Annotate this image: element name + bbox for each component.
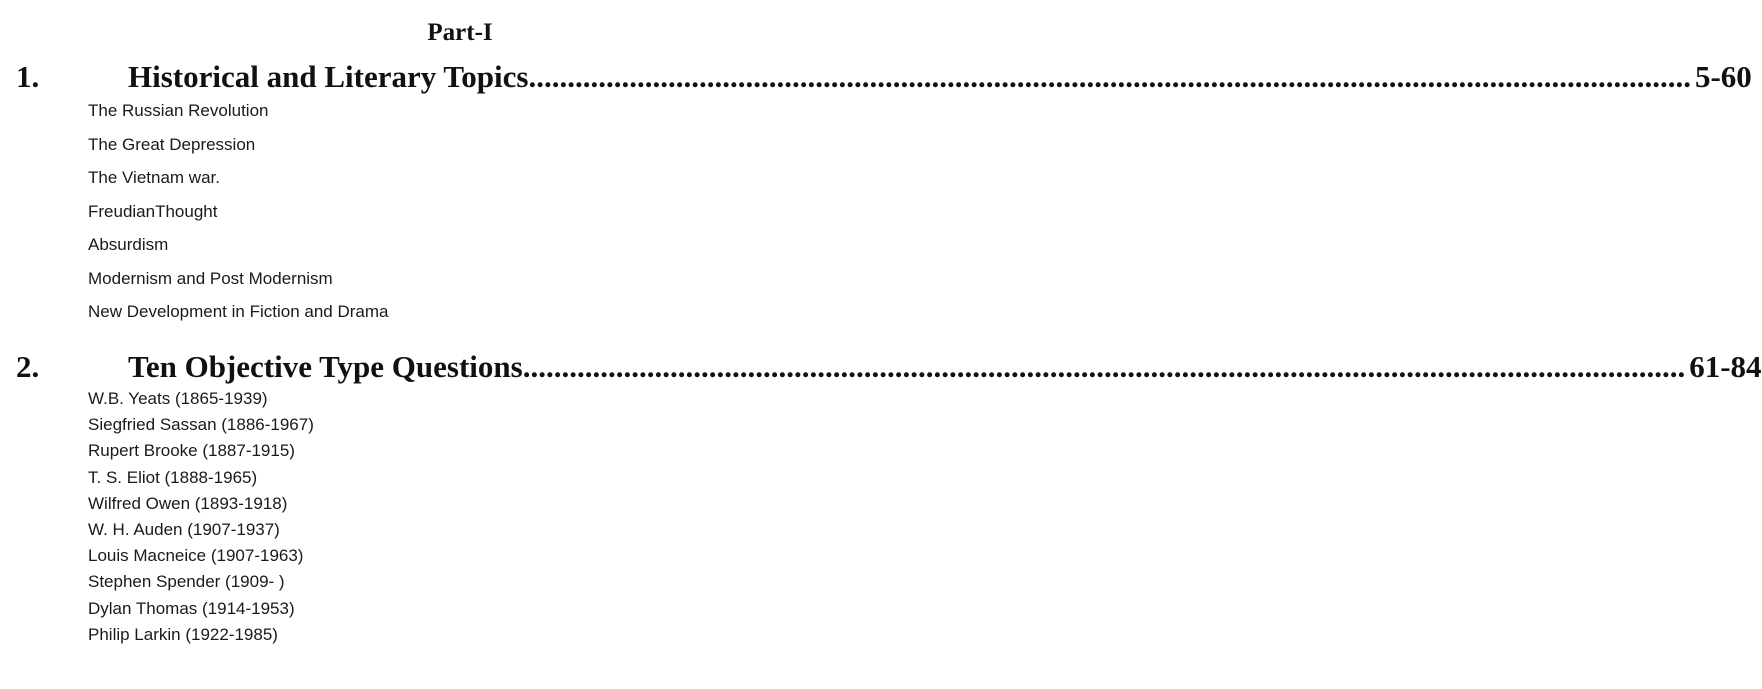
list-item: The Vietnam war.: [88, 168, 220, 187]
section-2-poet-list: [88, 386, 314, 648]
list-item: Absurdism: [88, 235, 169, 254]
section-1-topic-list: [88, 94, 388, 329]
list-item: Siegfried Sassan (1886-1967): [88, 415, 314, 435]
section-heading-1: [16, 58, 1752, 96]
list-item: W.B. Yeats (1865-1939): [88, 389, 268, 408]
page-range: 61-84: [1689, 349, 1762, 384]
section-title: Ten Objective Type Questions: [128, 349, 523, 384]
dot-leader: ......................................................................................................................................................: [528, 59, 1691, 94]
list-item: Louis Macneice (1907-1963): [88, 546, 304, 566]
list-item: W. H. Auden (1907-1937): [88, 519, 280, 539]
list-item: Stephen Spender (1909- ): [88, 572, 285, 592]
section-title: Historical and Literary Topics: [128, 59, 529, 94]
part-title: Part-I: [427, 19, 493, 46]
list-item: FreudianThought: [88, 201, 218, 221]
list-item: T. S. Eliot (1888-1965): [88, 467, 258, 487]
list-item: The Great Depression: [88, 134, 256, 154]
list-item: Dylan Thomas (1914-1953): [88, 598, 295, 618]
list-item: Wilfred Owen (1893-1918): [88, 493, 288, 513]
section-number: 2.: [16, 349, 40, 384]
section-number: 1.: [16, 59, 40, 94]
list-item: The Russian Revolution: [88, 101, 269, 120]
page-range: 5-60: [1694, 59, 1752, 94]
list-item: New Development in Fiction and Drama: [88, 302, 389, 321]
dot-leader: ......................................................................................................................................................: [522, 349, 1686, 384]
list-item: Rupert Brooke (1887-1915): [88, 441, 295, 461]
list-item: Modernism and Post Modernism: [88, 268, 333, 288]
section-heading-2: [16, 348, 1762, 386]
list-item: Philip Larkin (1922-1985): [88, 624, 278, 644]
